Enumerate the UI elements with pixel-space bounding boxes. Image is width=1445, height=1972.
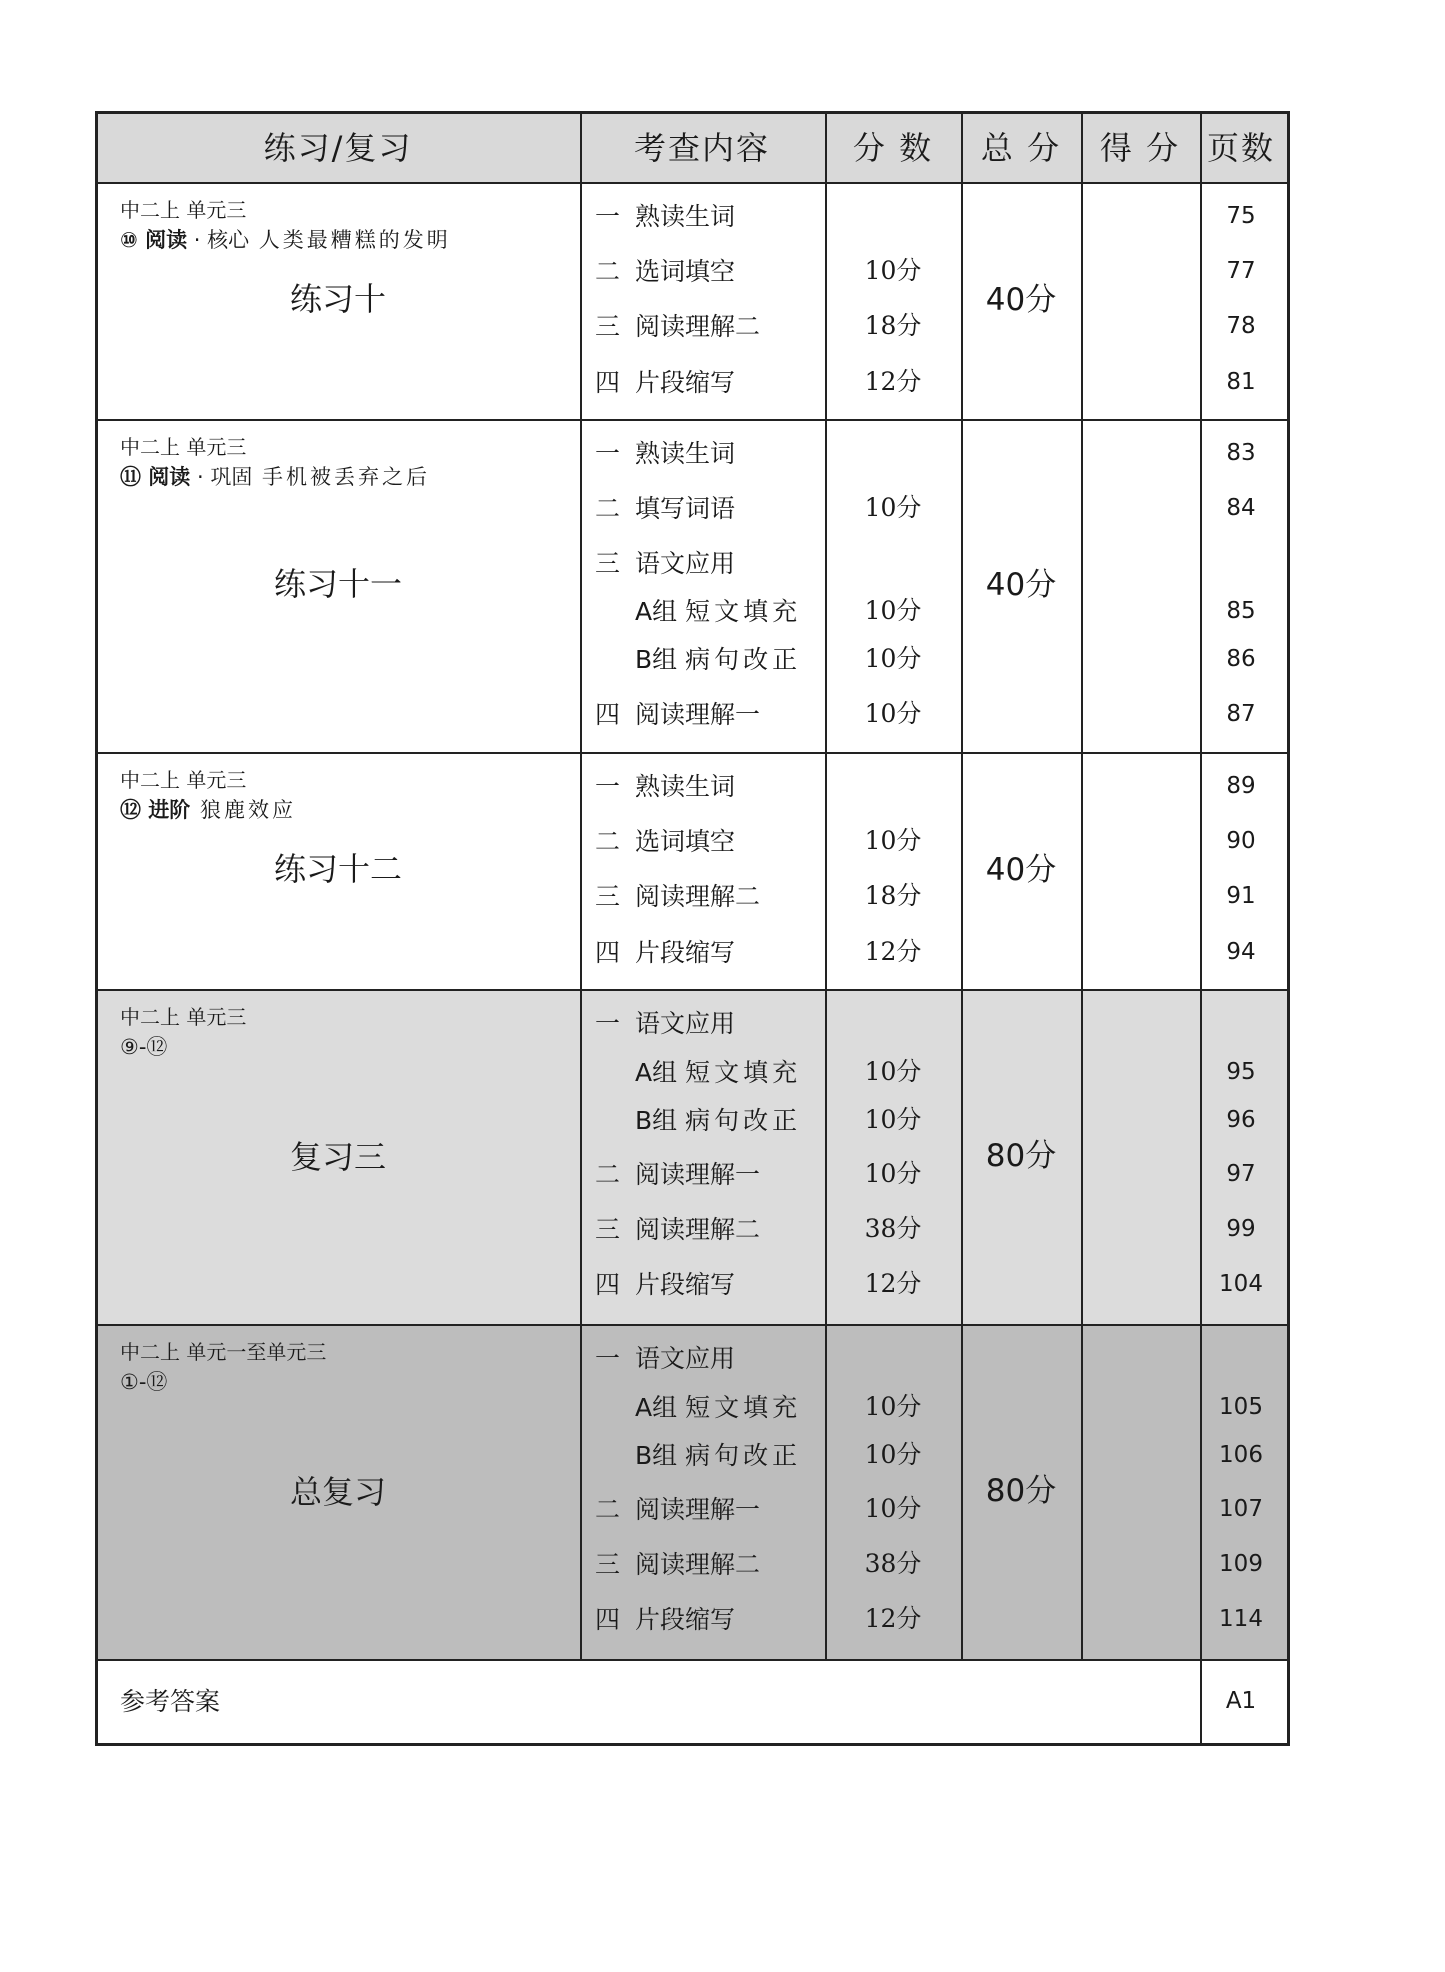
content-item	[595, 1552, 760, 1577]
item-score: 12分	[864, 1269, 922, 1298]
item-page: 97	[1226, 1161, 1256, 1187]
item-number: 二	[595, 827, 621, 856]
item-number: 四	[595, 368, 621, 397]
item-page: 78	[1226, 313, 1256, 339]
content-item	[595, 829, 735, 854]
section-unit: 中二上 单元三	[120, 198, 247, 222]
column-divider	[1200, 114, 1202, 1743]
answers-label: 参考答案	[120, 1687, 221, 1716]
item-score: 10分	[864, 699, 922, 728]
section-tag	[120, 467, 430, 488]
row-divider	[98, 989, 1287, 991]
item-score: 10分	[864, 1440, 922, 1469]
content-item	[595, 259, 735, 284]
subitem-group: B组	[635, 1106, 686, 1135]
answers-page: A1	[1225, 1688, 1257, 1714]
section-name: 练习十二	[273, 849, 403, 888]
section-lesson-title: 狼鹿效应	[190, 798, 296, 822]
section-lesson-title: 手机被丢弃之后	[252, 465, 431, 489]
item-page: 83	[1226, 440, 1256, 466]
item-page: 90	[1226, 828, 1256, 854]
item-page: 86	[1226, 646, 1256, 672]
column-divider	[961, 114, 963, 1659]
item-number: 一	[595, 1344, 621, 1373]
section-tag-level: · 巩固	[190, 465, 253, 489]
item-number: 二	[595, 494, 621, 523]
item-score: 10分	[864, 1105, 922, 1134]
item-page: 75	[1226, 203, 1256, 229]
column-divider	[1081, 114, 1083, 1659]
content-subitem	[635, 1060, 801, 1085]
item-score: 10分	[864, 596, 922, 625]
content-item	[595, 1162, 760, 1187]
content-subitem	[635, 1443, 801, 1468]
item-score: 10分	[864, 1392, 922, 1421]
item-page: 94	[1226, 939, 1256, 965]
item-number: 三	[595, 1550, 621, 1579]
subitem-label: 病句改正	[685, 645, 802, 674]
item-label: 选词填空	[635, 257, 736, 286]
subitem-group: A组	[635, 1058, 686, 1087]
section-tag	[120, 800, 296, 821]
item-page: 85	[1226, 598, 1256, 624]
content-item	[595, 774, 735, 799]
column-divider	[825, 114, 827, 1659]
section-name: 复习三	[289, 1137, 387, 1176]
item-label: 熟读生词	[635, 439, 736, 468]
subitem-group: B组	[635, 1441, 686, 1470]
item-label: 语文应用	[635, 549, 736, 578]
content-item	[595, 441, 735, 466]
content-item	[595, 1217, 760, 1242]
item-page: 87	[1226, 701, 1256, 727]
item-number: 四	[595, 700, 621, 729]
subitem-label: 短文填充	[685, 597, 802, 626]
item-score: 10分	[864, 644, 922, 673]
section-name: 总复习	[289, 1472, 387, 1511]
content-item	[595, 551, 735, 576]
header-col5: 得 分	[1099, 129, 1181, 167]
item-page: 104	[1219, 1271, 1263, 1297]
content-item	[595, 1011, 735, 1036]
row-divider	[98, 1659, 1287, 1661]
item-number: 四	[595, 1605, 621, 1634]
section-unit: 中二上 单元一至单元三	[120, 1340, 327, 1364]
item-page: 77	[1226, 258, 1256, 284]
section-unit: 中二上 单元三	[120, 768, 247, 792]
item-label: 阅读理解二	[635, 1215, 761, 1244]
header-col4: 总 分	[980, 129, 1062, 167]
item-page: 96	[1226, 1107, 1256, 1133]
header-col3: 分 数	[852, 129, 934, 167]
subitem-label: 短文填充	[685, 1058, 802, 1087]
item-number: 四	[595, 1270, 621, 1299]
section-total-score: 40分	[985, 281, 1057, 318]
content-item	[595, 1607, 735, 1632]
section-tag-type: ⑩ 阅读	[120, 228, 188, 252]
item-number: 一	[595, 1009, 621, 1038]
row-divider	[98, 419, 1287, 421]
content-item	[595, 702, 760, 727]
item-label: 选词填空	[635, 827, 736, 856]
column-divider	[580, 114, 582, 1659]
section-total-score: 40分	[985, 566, 1057, 603]
item-page: 99	[1226, 1216, 1256, 1242]
item-label: 语文应用	[635, 1009, 736, 1038]
item-page: 91	[1226, 883, 1256, 909]
item-score: 10分	[864, 1057, 922, 1086]
table-of-contents	[95, 111, 1290, 1746]
item-label: 熟读生词	[635, 202, 736, 231]
item-label: 语文应用	[635, 1344, 736, 1373]
header-col1: 练习/复习	[263, 129, 413, 167]
content-item	[595, 940, 735, 965]
item-score: 12分	[864, 937, 922, 966]
item-page: 109	[1219, 1551, 1263, 1577]
item-score: 38分	[864, 1214, 922, 1243]
section-unit: 中二上 单元三	[120, 435, 247, 459]
content-item	[595, 1272, 735, 1297]
item-page: 84	[1226, 495, 1256, 521]
row-divider	[98, 1324, 1287, 1326]
item-number: 二	[595, 1495, 621, 1524]
section-tag-type: ⑫ 进阶	[120, 798, 191, 822]
row-divider	[98, 752, 1287, 754]
item-label: 阅读理解一	[635, 1160, 761, 1189]
section-tag	[120, 230, 451, 251]
item-number: 三	[595, 549, 621, 578]
item-score: 10分	[864, 1159, 922, 1188]
content-item	[595, 204, 735, 229]
content-item	[595, 1346, 735, 1371]
content-item	[595, 496, 735, 521]
item-score: 12分	[864, 1604, 922, 1633]
item-number: 一	[595, 202, 621, 231]
item-score: 10分	[864, 256, 922, 285]
item-score: 10分	[864, 1494, 922, 1523]
section-tag-type: ⑪ 阅读	[120, 465, 191, 489]
content-item	[595, 1497, 760, 1522]
subitem-label: 短文填充	[685, 1393, 802, 1422]
section-unit: 中二上 单元三	[120, 1005, 247, 1029]
item-number: 四	[595, 938, 621, 967]
content-subitem	[635, 1108, 801, 1133]
content-subitem	[635, 647, 801, 672]
item-label: 阅读理解二	[635, 1550, 761, 1579]
item-number: 一	[595, 772, 621, 801]
item-page: 107	[1219, 1496, 1263, 1522]
content-item	[595, 884, 760, 909]
item-label: 阅读理解二	[635, 882, 761, 911]
subitem-group: B组	[635, 645, 686, 674]
subitem-label: 病句改正	[685, 1441, 802, 1470]
subitem-group: A组	[635, 1393, 686, 1422]
item-label: 阅读理解二	[635, 312, 761, 341]
item-label: 片段缩写	[635, 1605, 736, 1634]
item-number: 三	[595, 312, 621, 341]
item-page: 81	[1226, 369, 1256, 395]
item-number: 一	[595, 439, 621, 468]
section-name: 练习十	[289, 279, 387, 318]
item-number: 二	[595, 1160, 621, 1189]
section-name: 练习十一	[273, 564, 403, 603]
item-number: 二	[595, 257, 621, 286]
section-total-score: 80分	[985, 1472, 1057, 1509]
header-col6: 页数	[1206, 129, 1276, 167]
item-score: 10分	[864, 493, 922, 522]
item-page: 114	[1219, 1606, 1263, 1632]
section-tag-level: · 核心	[187, 228, 250, 252]
content-subitem	[635, 599, 801, 624]
item-label: 熟读生词	[635, 772, 736, 801]
item-label: 片段缩写	[635, 938, 736, 967]
section-total-score: 40分	[985, 851, 1057, 888]
item-label: 填写词语	[635, 494, 736, 523]
item-page: 95	[1226, 1059, 1256, 1085]
item-score: 10分	[864, 826, 922, 855]
item-label: 片段缩写	[635, 368, 736, 397]
subitem-group: A组	[635, 597, 686, 626]
section-tag: ①-⑫	[120, 1370, 168, 1394]
section-total-score: 80分	[985, 1137, 1057, 1174]
item-label: 片段缩写	[635, 1270, 736, 1299]
content-subitem	[635, 1395, 801, 1420]
item-page: 105	[1219, 1394, 1263, 1420]
item-label: 阅读理解一	[635, 700, 761, 729]
content-item	[595, 314, 760, 339]
item-score: 38分	[864, 1549, 922, 1578]
item-score: 18分	[864, 881, 922, 910]
section-lesson-title: 人类最糟糕的发明	[249, 228, 451, 252]
item-number: 三	[595, 882, 621, 911]
item-page: 89	[1226, 773, 1256, 799]
section-tag: ⑨-⑫	[120, 1035, 168, 1059]
item-number: 三	[595, 1215, 621, 1244]
subitem-label: 病句改正	[685, 1106, 802, 1135]
item-label: 阅读理解一	[635, 1495, 761, 1524]
row-divider	[98, 182, 1287, 184]
header-col2: 考查内容	[633, 129, 771, 167]
content-item	[595, 370, 735, 395]
item-page: 106	[1219, 1442, 1263, 1468]
item-score: 18分	[864, 311, 922, 340]
item-score: 12分	[864, 367, 922, 396]
